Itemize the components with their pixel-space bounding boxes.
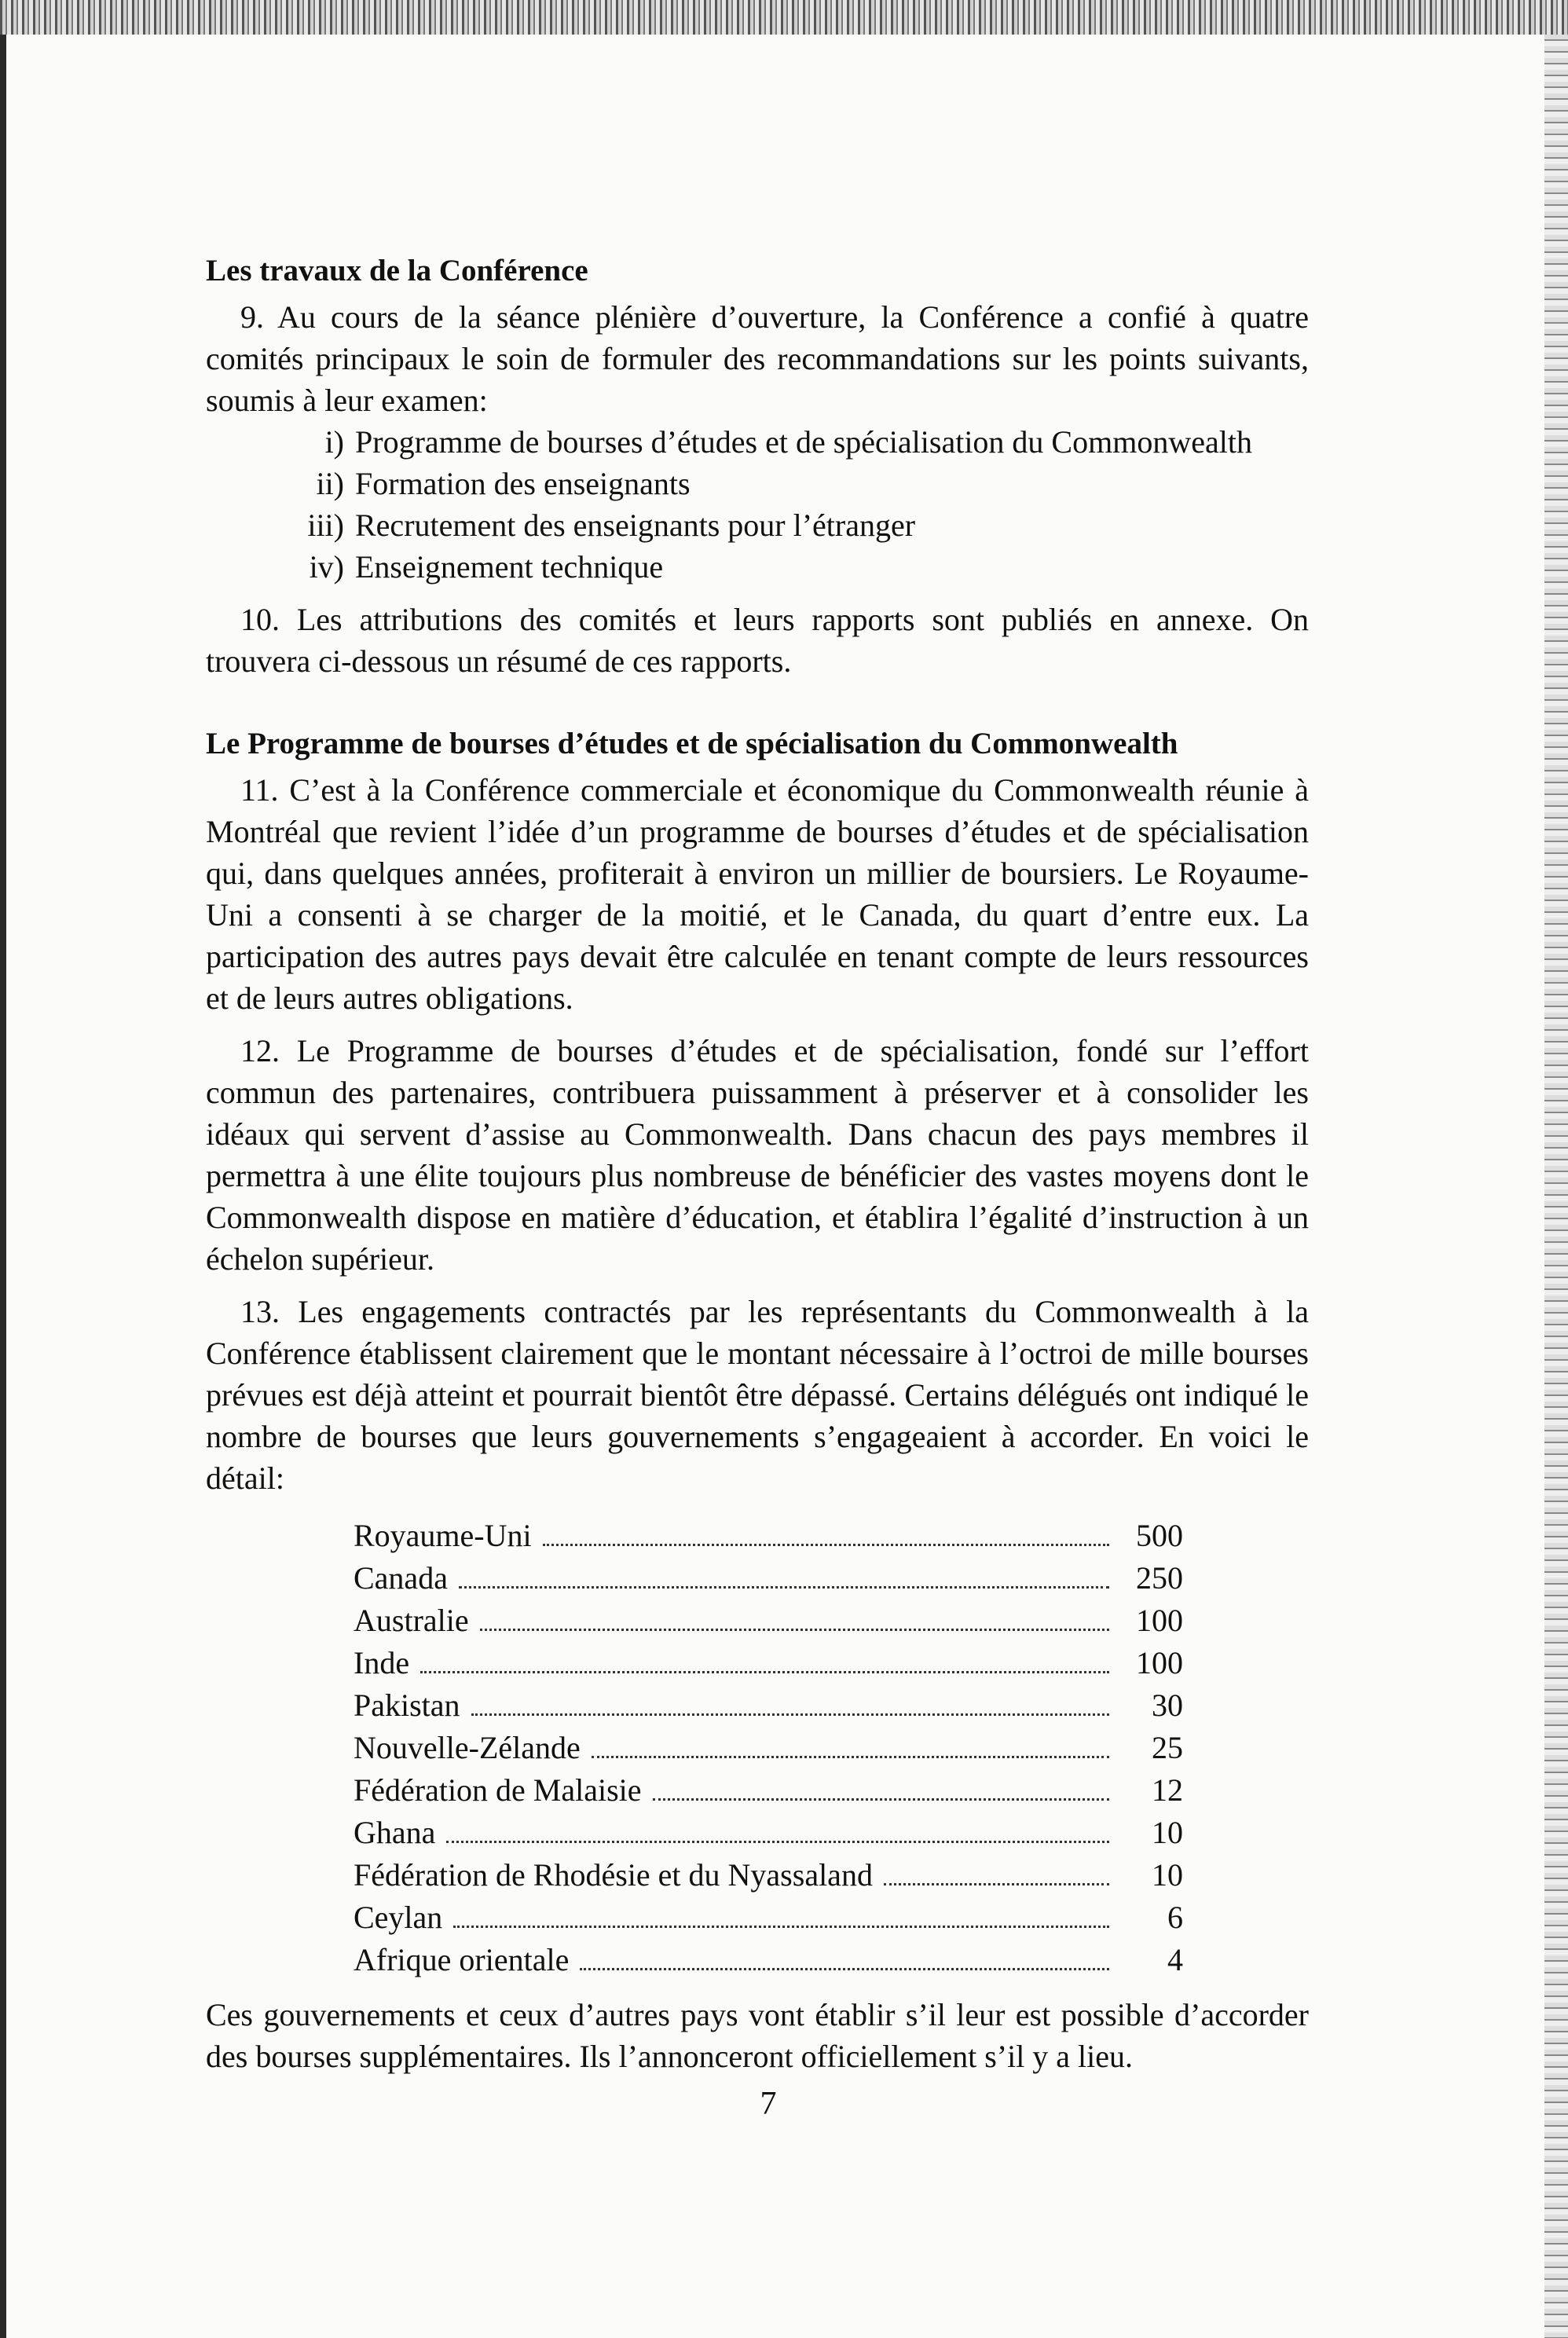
table-row — [354, 1939, 1183, 1981]
paragraph-12: 12. Le Programme de bourses d’études et de spécialisation, fondé sur l’effort commun des partenaires, contribuera puissamment à préserver et à consolider les idéaux qui servent d’assise au Commonwealth. Dans chacun des pays membres il permettra à une élite toujours plus nombreuse de bénéficier des vastes moyens dont le Commonwealth dispose en matière d’éducation, et établira l’égalité d’instruction à un échelon supérieur. — [206, 1033, 1309, 1277]
scholarship-count: 100 — [1136, 1645, 1183, 1680]
dot-leader — [653, 1798, 1109, 1801]
list-item-text: Programme de bourses d’études et de spécialisation du Commonwealth — [355, 424, 1252, 460]
country-name: Canada — [354, 1560, 448, 1596]
paragraph-13: 13. Les engagements contractés par les représentants du Commonwealth à la Conférence établissent clairement que le montant nécessaire à l’octroi de mille bourses prévues est déjà atteint et pourrait bientôt être dépassé. Certains délégués ont indiqué le nombre de bourses que leurs gouvernements s’engageaient à accorder. En voici le détail: — [206, 1294, 1309, 1496]
table-row — [354, 1812, 1183, 1854]
table-row — [354, 1642, 1183, 1684]
scholarship-count: 10 — [1152, 1857, 1183, 1893]
country-name: Nouvelle-Zélande — [354, 1730, 581, 1765]
scholarship-count: 6 — [1167, 1900, 1183, 1935]
scholarship-count: 500 — [1136, 1518, 1183, 1553]
scholarship-table — [354, 1515, 1183, 1981]
scholarship-count: 10 — [1152, 1815, 1183, 1850]
list-item-number: ii) — [316, 466, 344, 501]
list-item-text: Recrutement des enseignants pour l’étranger — [355, 508, 916, 543]
country-name: Ghana — [354, 1815, 436, 1850]
list-item — [206, 546, 1309, 588]
list-item — [206, 463, 1309, 504]
page-number: 7 — [760, 2086, 777, 2122]
country-name: Inde — [354, 1645, 410, 1680]
dot-leader — [543, 1544, 1109, 1546]
list-item-text: Enseignement technique — [355, 549, 664, 584]
committee-list — [206, 421, 1309, 588]
list-item-text: Formation des enseignants — [355, 466, 691, 501]
scholarship-count: 30 — [1152, 1688, 1183, 1723]
table-row — [354, 1727, 1183, 1769]
list-item-number: i) — [324, 424, 344, 460]
section-heading-travaux: Les travaux de la Conférence — [206, 254, 588, 288]
scholarship-count: 250 — [1136, 1560, 1183, 1596]
table-row — [354, 1769, 1183, 1812]
table-row — [354, 1557, 1183, 1600]
country-name: Pakistan — [354, 1688, 460, 1723]
dot-leader — [420, 1671, 1109, 1673]
scan-border-top — [0, 0, 1568, 35]
scholarship-count: 12 — [1152, 1772, 1183, 1808]
scholarship-count: 25 — [1152, 1730, 1183, 1765]
scan-border-right — [1544, 35, 1568, 2338]
dot-leader — [884, 1883, 1109, 1885]
table-row — [354, 1515, 1183, 1557]
list-item-number: iii) — [307, 508, 344, 543]
dot-leader — [446, 1841, 1109, 1843]
country-name: Australie — [354, 1603, 469, 1638]
section-heading-programme: Le Programme de bourses d’études et de spécialisation du Commonwealth — [206, 727, 1178, 760]
table-row — [354, 1854, 1183, 1896]
scholarship-count: 100 — [1136, 1603, 1183, 1638]
dot-leader — [471, 1713, 1109, 1716]
paragraph-10: 10. Les attributions des comités et leurs rapports sont publiés en annexe. On trouvera ci-dessous un résumé de ces rapports. — [206, 602, 1309, 679]
country-name: Afrique orientale — [354, 1942, 570, 1977]
dot-leader — [580, 1968, 1109, 1970]
dot-leader — [480, 1629, 1109, 1631]
table-row — [354, 1896, 1183, 1939]
table-row — [354, 1684, 1183, 1727]
dot-leader — [459, 1586, 1109, 1589]
closing-paragraph: Ces gouvernements et ceux d’autres pays vont établir s’il leur est possible d’accorder des bourses supplémentaires. Ils l’annonceront officiellement s’il y a lieu. — [206, 1997, 1309, 2074]
scholarship-count: 4 — [1167, 1942, 1183, 1977]
country-name: Fédération de Rhodésie et du Nyassaland — [354, 1857, 873, 1893]
country-name: Ceylan — [354, 1900, 443, 1935]
dot-leader — [453, 1926, 1109, 1928]
list-item — [206, 504, 1309, 546]
paragraph-9: 9. Au cours de la séance plénière d’ouverture, la Conférence a confié à quatre comités principaux le soin de formuler des recommandations sur les points suivants, soumis à leur examen: — [206, 299, 1309, 418]
country-name: Royaume-Uni — [354, 1518, 532, 1553]
list-item-number: iv) — [309, 549, 344, 584]
country-name: Fédération de Malaisie — [354, 1772, 642, 1808]
table-row — [354, 1600, 1183, 1642]
page-content — [206, 250, 1309, 2077]
list-item — [206, 421, 1309, 463]
paragraph-11: 11. C’est à la Conférence commerciale et économique du Commonwealth réunie à Montréal que revient l’idée d’un programme de bourses d’études et de spécialisation qui, dans quelques années, profiterait à environ un millier de boursiers. Le Royaume-Uni a consenti à se charger de la moitié, et le Canada, du quart d’entre eux. La participation des autres pays devait être calculée en tenant compte de leurs ressources et de leurs autres obligations. — [206, 772, 1309, 1016]
dot-leader — [592, 1756, 1109, 1758]
